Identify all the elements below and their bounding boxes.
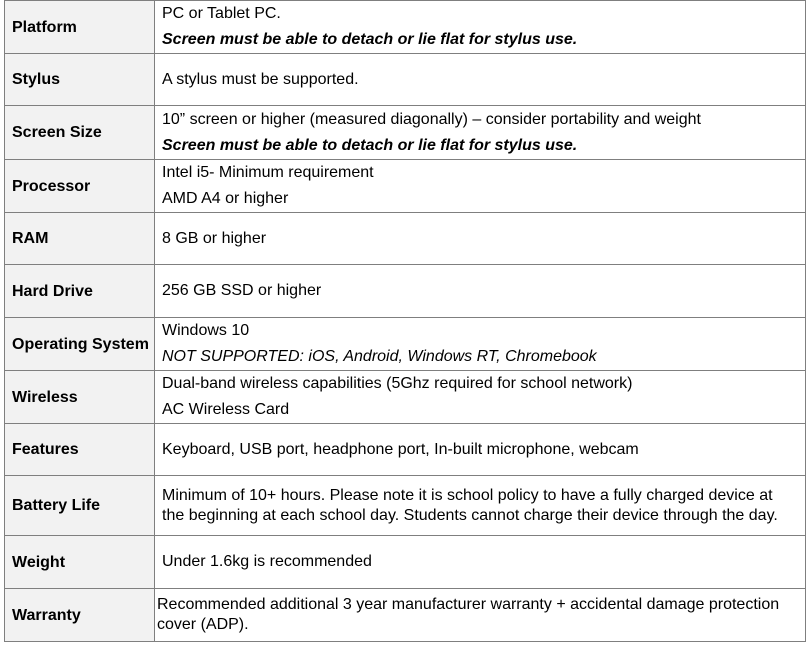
spec-value	[155, 54, 806, 106]
spec-row	[5, 1, 806, 54]
spec-label: Weight	[5, 536, 155, 589]
spec-value-line: Windows 10	[162, 322, 250, 339]
spec-value-line: Recommended additional 3 year manufacturer warranty + accidental damage protection cover (ADP).	[157, 596, 780, 633]
spec-value	[155, 265, 806, 318]
spec-label: Battery Life	[5, 476, 155, 536]
spec-value-line: Under 1.6kg is recommended	[162, 553, 372, 570]
spec-row	[5, 589, 806, 642]
spec-value-line: 8 GB or higher	[162, 229, 267, 247]
spec-row	[5, 213, 806, 265]
spec-label: Operating System	[5, 318, 155, 371]
spec-value	[155, 476, 806, 536]
spec-value	[155, 318, 806, 371]
spec-label: Wireless	[5, 371, 155, 424]
spec-value	[155, 106, 806, 160]
spec-value-line: Intel i5- Minimum requirement	[162, 164, 374, 181]
spec-value-line: Screen must be able to detach or lie flat for stylus use.	[162, 31, 578, 48]
spec-value-line: AC Wireless Card	[162, 401, 290, 418]
spec-value-line: 10” screen or higher (measured diagonally) – consider portability and weight	[162, 110, 701, 128]
spec-row	[5, 536, 806, 589]
spec-label: Screen Size	[5, 106, 155, 160]
spec-row	[5, 424, 806, 476]
spec-label: Features	[5, 424, 155, 476]
spec-row	[5, 371, 806, 424]
specs-table	[4, 0, 806, 642]
spec-value-line: Dual-band wireless capabilities (5Ghz required for school network)	[162, 375, 633, 392]
spec-value	[155, 1, 806, 54]
spec-label: RAM	[5, 213, 155, 265]
spec-value-line: Minimum of 10+ hours. Please note it is school policy to have a fully charged device at the beginning at each school day. Students cannot charge their device through the day.	[162, 486, 778, 524]
spec-value-line: Screen must be able to detach or lie flat for stylus use.	[162, 136, 578, 154]
spec-value	[155, 213, 806, 265]
spec-row	[5, 160, 806, 213]
spec-value	[155, 536, 806, 589]
spec-value-line: NOT SUPPORTED: iOS, Android, Windows RT, Chromebook	[162, 348, 597, 365]
spec-label: Processor	[5, 160, 155, 213]
spec-row	[5, 54, 806, 106]
spec-value	[155, 589, 806, 642]
spec-value-line: Keyboard, USB port, headphone port, In-built microphone, webcam	[162, 440, 639, 458]
spec-value-line: 256 GB SSD or higher	[162, 282, 322, 299]
spec-row	[5, 265, 806, 318]
spec-row	[5, 318, 806, 371]
spec-value	[155, 371, 806, 424]
spec-row	[5, 106, 806, 160]
spec-value-line: A stylus must be supported.	[162, 70, 359, 88]
specs-table-body	[5, 1, 806, 642]
spec-value	[155, 424, 806, 476]
spec-label: Platform	[5, 1, 155, 54]
spec-label: Stylus	[5, 54, 155, 106]
spec-label: Hard Drive	[5, 265, 155, 318]
spec-value-line: AMD A4 or higher	[162, 190, 289, 207]
spec-label: Warranty	[5, 589, 155, 642]
spec-value-line: PC or Tablet PC.	[162, 5, 281, 22]
spec-value	[155, 160, 806, 213]
spec-row	[5, 476, 806, 536]
